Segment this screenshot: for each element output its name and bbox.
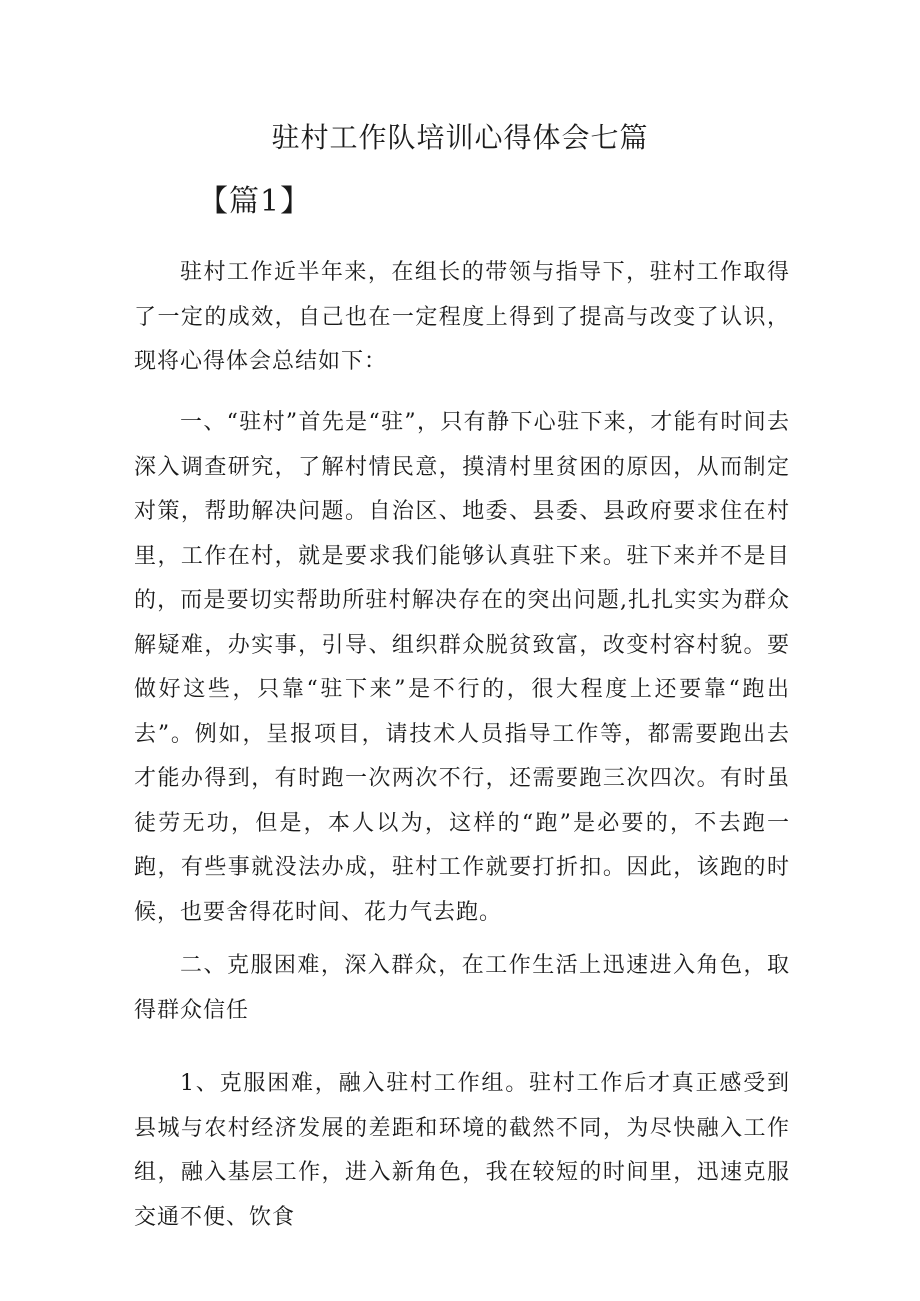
- paragraph-intro: 驻村工作近半年来，在组长的带领与指导下，驻村工作取得了一定的成效，自己也在一定程度上得到了提高与改变了认识，现将心得体会总结如下：: [134, 260, 790, 374]
- document-title: 驻村工作队培训心得体会七篇: [271, 121, 649, 154]
- paragraph-point-two: 二、克服困难，深入群众，在工作生活上迅速进入角色，取得群众信任: [134, 953, 790, 1023]
- section-heading: 【篇1】: [198, 184, 312, 219]
- paragraph-point-one: 一、“驻村”首先是“驻”，只有静下心驻下来，才能有时间去深入调查研究，了解村情民意，摸清村里贫困的原因，从而制定对策，帮助解决问题。自治区、地委、县委、县政府要求住在村里，工作在村，就是要求我们能够认真驻下来。驻下来并不是目的，而是要切实帮助所驻村解决存在的突出问题,扎扎实实为群众解疑难，办实事，引导、组织群众脱贫致富，改变村容村貌。要做好这些，只靠“驻下来”是不行的，很大程度上还要靠“跑出去”。例如，呈报项目，请技术人员指导工作等，都需要跑出去才能办得到，有时跑一次两次不行，还需要跑三次四次。有时虽徒劳无功，但是，本人以为，这样的“跑”是必要的，不去跑一跑，有些事就没法办成，驻村工作就要打折扣。因此，该跑的时候，也要舍得花时间、花力气去跑。: [134, 410, 790, 925]
- paragraph-subpoint-one: 1、克服困难，融入驻村工作组。驻村工作后才真正感受到县城与农村经济发展的差距和环境的截然不同，为尽快融入工作组，融入基层工作，进入新角色，我在较短的时间里，迅速克服交通不便、饮食: [134, 1071, 790, 1230]
